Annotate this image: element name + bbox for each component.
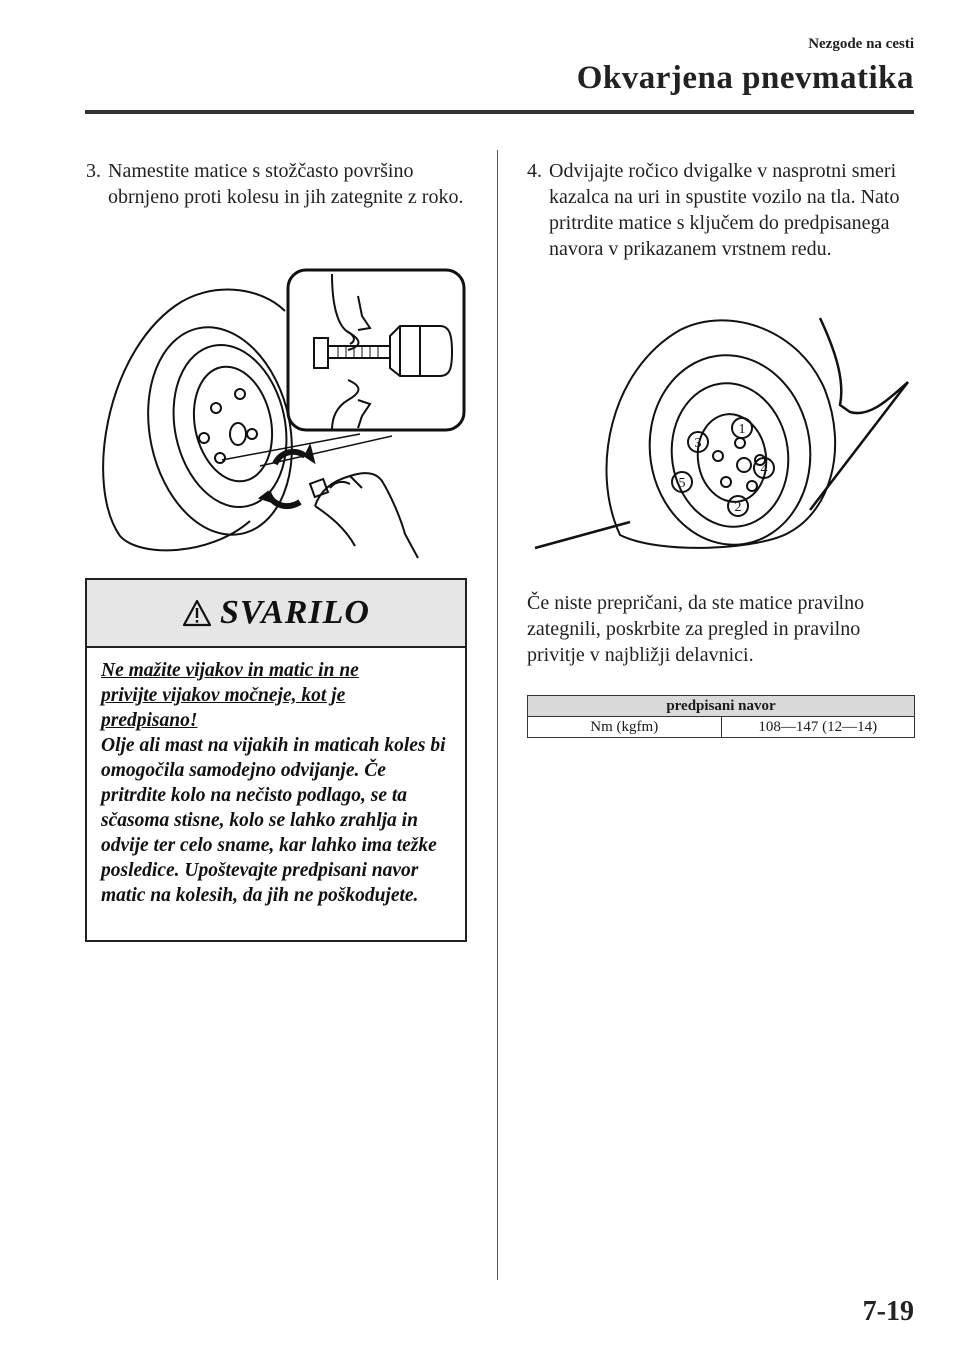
lug-nut-install-illustration <box>100 266 475 561</box>
chapter-title: Okvarjena pnevmatika <box>576 60 914 96</box>
tightening-sequence-illustration <box>530 310 920 560</box>
sequence-label-1: 1 <box>738 422 746 437</box>
sequence-label-4: 4 <box>760 462 768 477</box>
torque-spec-table <box>527 695 915 738</box>
page-number: 7-19 <box>862 1296 914 1327</box>
table-header: predpisani navor <box>528 696 915 717</box>
table-row <box>528 717 915 738</box>
note-text: Če niste prepričani, da ste matice pravilno zategnili, poskrbite za pregled in pravilno privitje v najbližji delavnici. <box>527 592 865 666</box>
step-text: Odvijajte ročico dvigalke v nasprotni smeri kazalca na uri in spustite vozilo na tla. Nato pritrdite matice s ključem do predpisanega navora v prikazanem vrstnem redu. <box>549 160 900 260</box>
warning-title: SVARILO <box>220 594 370 631</box>
sequence-label-5: 5 <box>678 476 686 491</box>
warning-text: Olje ali mast na vijakih in maticah koles bi omogočila samodejno odvijanje. Če pritrdite kolo na nečisto podlago, se ta sčasoma stisne, kolo se lahko zrahlja in odvije ter celo sname, kar lahko ima težke posledice. Upoštevajte predpisani navor matic na kolesih, da jih ne poškodujete. <box>101 735 446 906</box>
warning-body <box>87 648 465 908</box>
column-divider <box>497 150 498 1280</box>
warning-triangle-icon <box>182 599 212 627</box>
step-3 <box>86 158 476 210</box>
warning-box <box>85 578 467 942</box>
warning-lead: Ne mažite vijakov in matic in ne privijte vijakov močneje, kot je predpisano! <box>101 660 359 731</box>
header-rule <box>85 110 914 114</box>
table-cell-unit: Nm (kgfm) <box>528 717 722 738</box>
step-number: 4. <box>527 160 542 182</box>
section-label: Nezgode na cesti <box>808 36 914 52</box>
step-4 <box>527 158 917 262</box>
step-number: 3. <box>86 160 101 182</box>
sequence-label-3: 3 <box>694 436 702 451</box>
step-text: Namestite matice s stožčasto površino obrnjeno proti kolesu in jih zategnite z roko. <box>108 160 464 208</box>
sequence-label-2: 2 <box>734 500 742 515</box>
warning-header <box>87 580 465 648</box>
table-cell-value: 108—147 (12—14) <box>721 717 915 738</box>
